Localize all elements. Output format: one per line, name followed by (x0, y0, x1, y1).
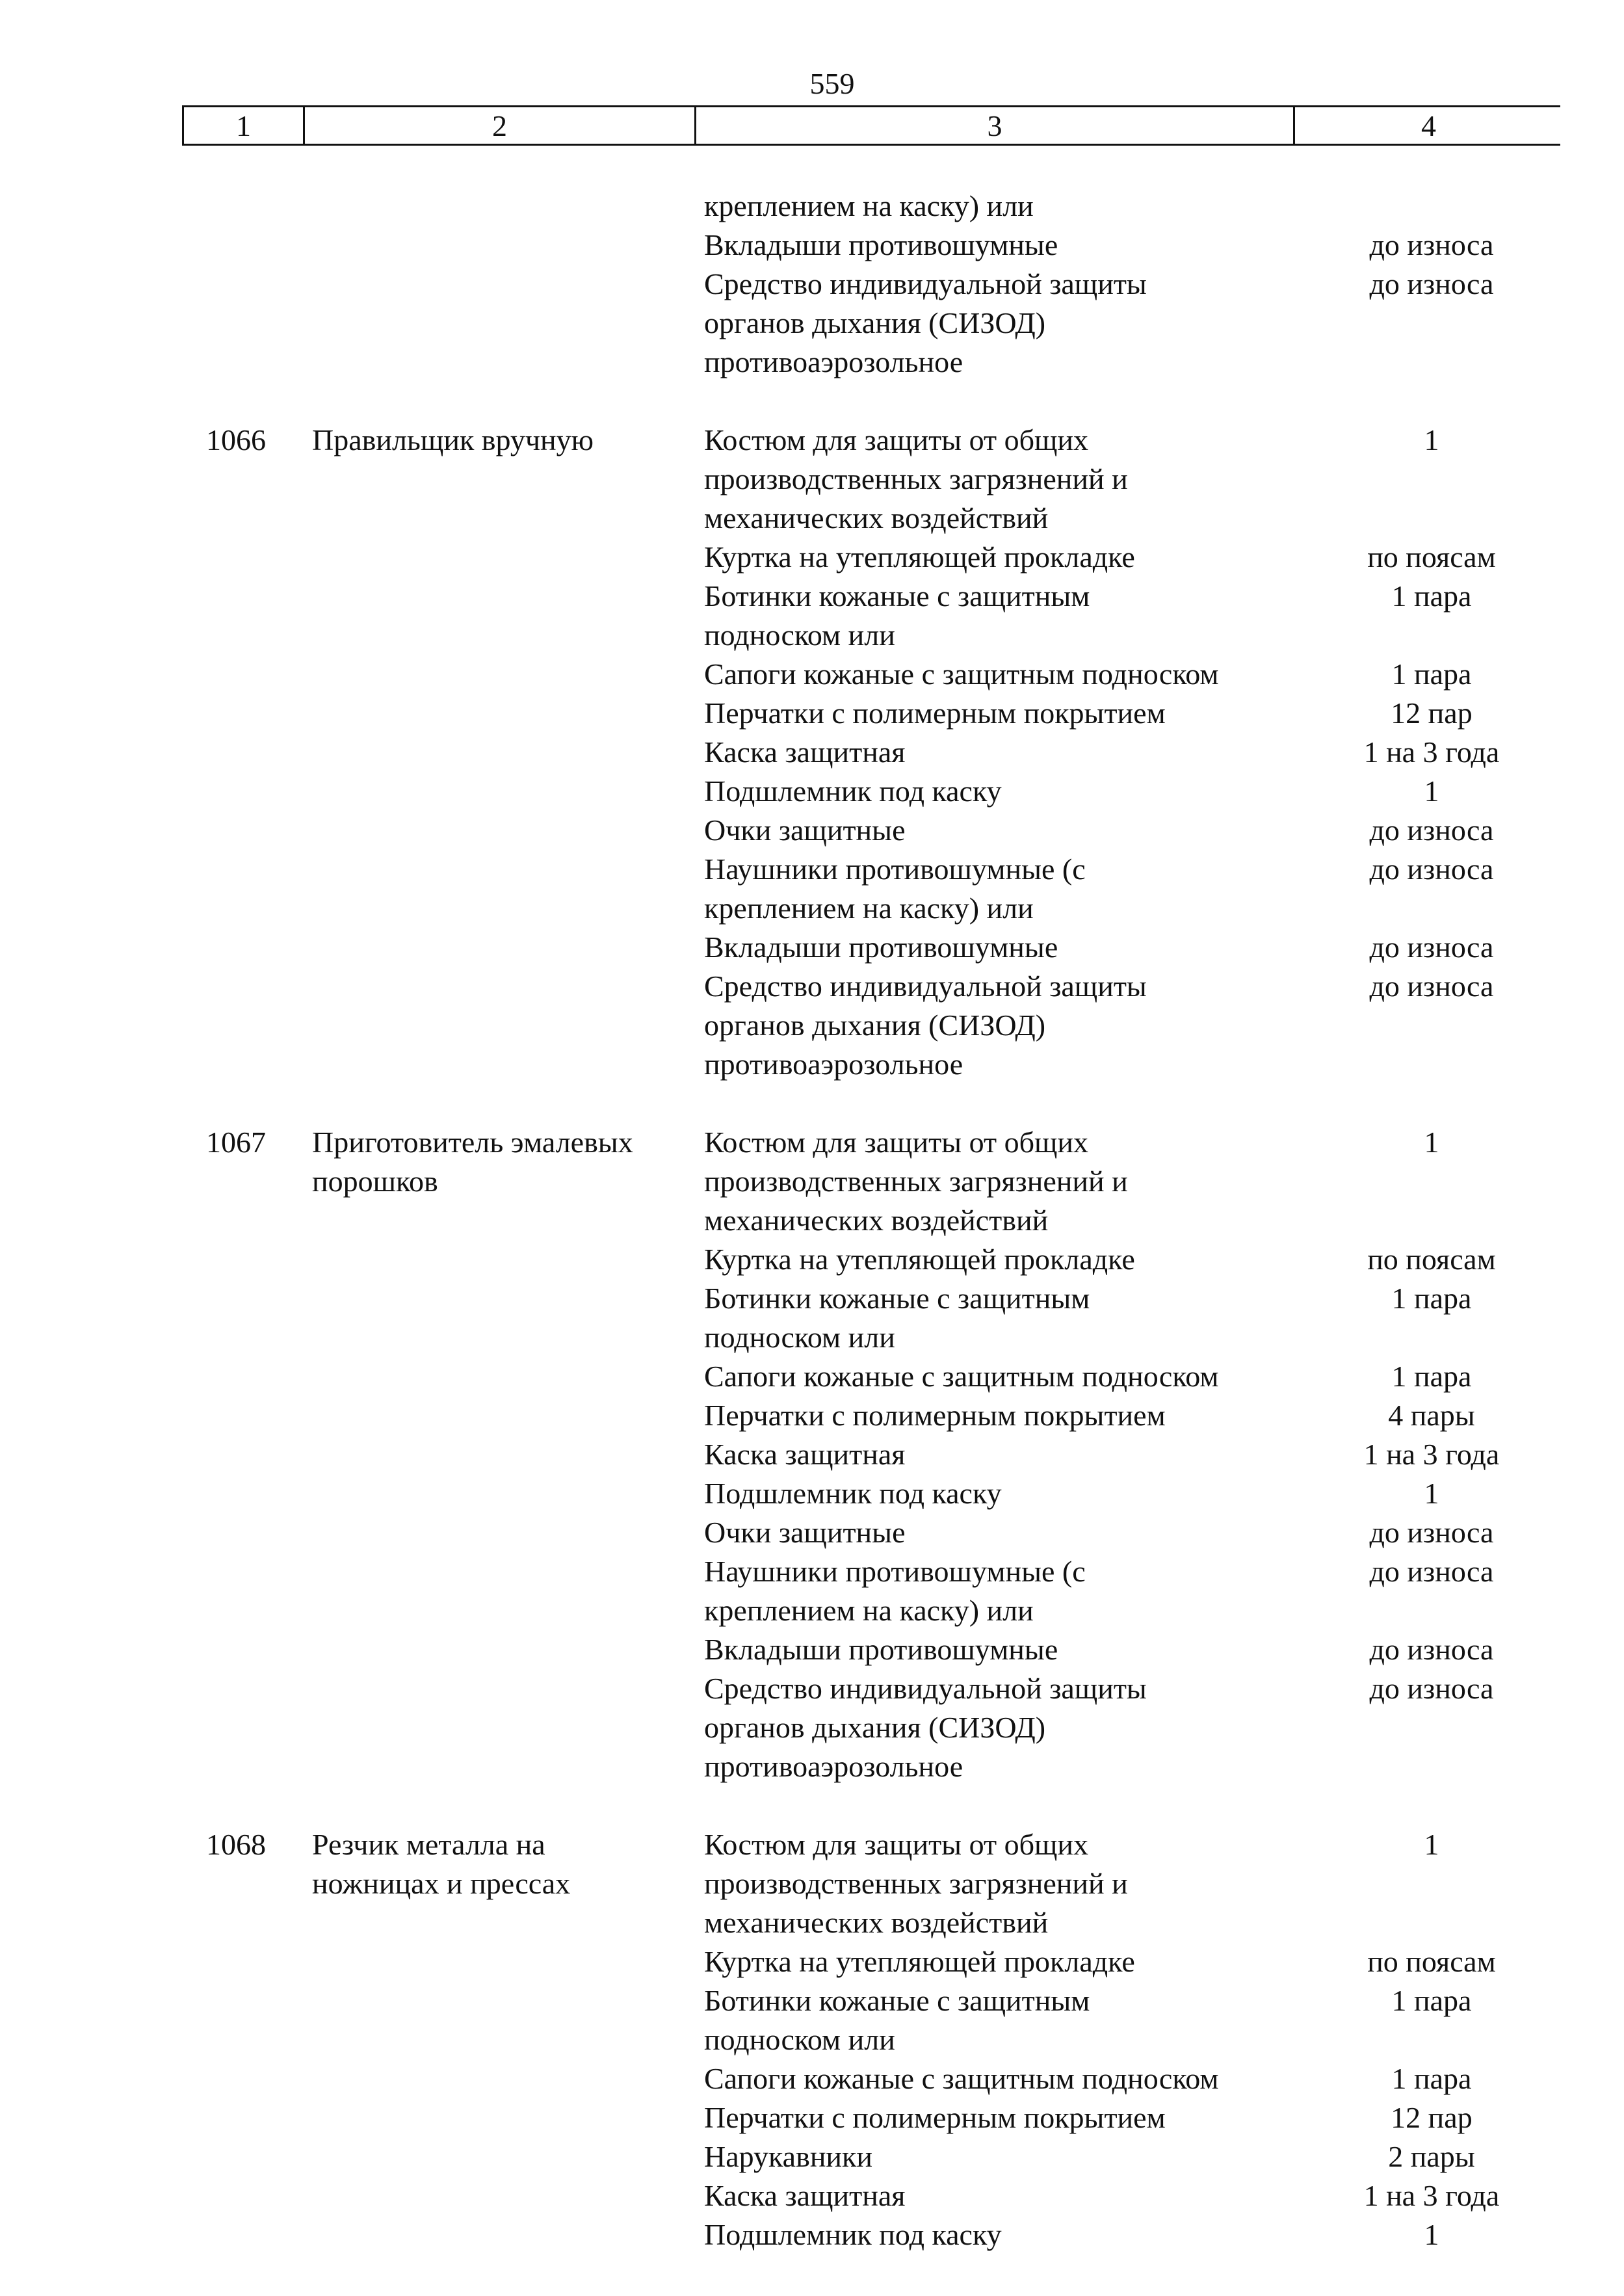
table-row (182, 1123, 1560, 1786)
header-col-4: 4 (1293, 107, 1562, 144)
item-name: Ботинки кожаные с защитным подноском или (704, 579, 1090, 652)
item-quantity: до износа (1369, 267, 1494, 300)
entry-title: Правильщик вручную (312, 423, 594, 456)
list-item (704, 850, 1560, 928)
item-quantity: 12 пар (1391, 696, 1473, 730)
item-quantity: 1 на 3 года (1363, 2179, 1500, 2212)
item-quantity: 1 на 3 года (1363, 1438, 1500, 1471)
list-item (704, 226, 1560, 265)
list-item (704, 187, 1560, 226)
item-name: Каска защитная (704, 2179, 906, 2212)
item-quantity: по поясам (1367, 540, 1496, 574)
item-name: Подшлемник под каску (704, 1477, 1002, 1510)
item-quantity: до износа (1369, 1516, 1494, 1549)
item-name: Сапоги кожаные с защитным подноском (704, 1360, 1219, 1393)
item-quantity: 1 пара (1391, 1282, 1472, 1315)
item-quantity: до износа (1369, 930, 1494, 964)
item-quantity: до износа (1369, 1555, 1494, 1588)
item-name: Вкладыши противошумные (704, 228, 1058, 261)
list-item (704, 694, 1560, 733)
item-quantity: 4 пары (1388, 1399, 1475, 1432)
item-name: Средство индивидуальной защиты органов дыхания (СИЗОД) противоаэрозольное (704, 267, 1147, 378)
item-name: Очки защитные (704, 1516, 906, 1549)
item-name: Подшлемник под каску (704, 774, 1002, 808)
item-quantity: 1 на 3 года (1363, 735, 1500, 769)
list-item (704, 967, 1560, 1084)
item-name: Костюм для защиты от общих производственных загрязнений и механических воздействий (704, 1126, 1128, 1237)
entry-title: Резчик металла на ножницах и прессах (312, 1828, 571, 1900)
item-name: Очки защитные (704, 813, 906, 847)
list-item (704, 2176, 1560, 2215)
item-quantity (1303, 187, 1560, 226)
item-quantity: до износа (1369, 813, 1494, 847)
item-quantity: 1 пара (1391, 1984, 1472, 2017)
item-quantity: 1 (1424, 774, 1439, 808)
list-item (704, 421, 1560, 538)
list-item (704, 2215, 1560, 2254)
item-quantity: 1 (1424, 1126, 1439, 1159)
list-item (704, 1123, 1560, 1240)
item-name: Куртка на утепляющей прокладке (704, 1945, 1135, 1978)
item-quantity: до износа (1369, 228, 1494, 261)
list-item (704, 1942, 1560, 1981)
entry-items (704, 1123, 1560, 1786)
list-item (704, 2137, 1560, 2176)
item-quantity: 1 (1424, 1828, 1439, 1861)
item-name: Сапоги кожаные с защитным подноском (704, 2062, 1219, 2095)
list-item (704, 1552, 1560, 1630)
list-item (704, 1279, 1560, 1357)
item-quantity: 2 пары (1388, 2140, 1475, 2173)
continuation-items (704, 187, 1560, 382)
item-quantity: 12 пар (1391, 2101, 1473, 2134)
item-quantity: 1 (1424, 2218, 1439, 2251)
list-item (704, 1513, 1560, 1552)
list-item (704, 1396, 1560, 1435)
list-item (704, 655, 1560, 694)
item-name: Куртка на утепляющей прокладке (704, 1243, 1135, 1276)
entry-number: 1068 (206, 1828, 266, 1861)
item-name: Куртка на утепляющей прокладке (704, 540, 1135, 574)
table-header (182, 105, 1560, 146)
list-item (704, 2098, 1560, 2137)
item-name: Вкладыши противошумные (704, 1633, 1058, 1666)
item-quantity: до износа (1369, 970, 1494, 1003)
entry-title: Приготовитель эмалевых порошков (312, 1126, 633, 1198)
header-col-1: 1 (236, 109, 251, 142)
header-col-3: 3 (694, 107, 1293, 144)
item-name: Каска защитная (704, 1438, 906, 1471)
item-name: Костюм для защиты от общих производственных загрязнений и механических воздействий (704, 1828, 1128, 1939)
header-col-2: 2 (303, 107, 694, 144)
list-item (704, 1981, 1560, 2059)
list-item (704, 1825, 1560, 1942)
list-item (704, 1357, 1560, 1396)
list-item (704, 1474, 1560, 1513)
item-name: Перчатки с полимерным покрытием (704, 696, 1166, 730)
item-name: Наушники противошумные (с креплением на каску) или (704, 1555, 1086, 1627)
page-number: 559 (809, 67, 855, 100)
list-item (704, 538, 1560, 577)
list-item (704, 265, 1560, 382)
item-name: Вкладыши противошумные (704, 930, 1058, 964)
continuation-entry (182, 187, 1560, 382)
entry-number: 1067 (206, 1126, 266, 1159)
item-name: Подшлемник под каску (704, 2218, 1002, 2251)
list-item (704, 1630, 1560, 1669)
item-name: Перчатки с полимерным покрытием (704, 2101, 1166, 2134)
list-item (704, 928, 1560, 967)
item-quantity: 1 пара (1391, 1360, 1472, 1393)
list-item (704, 1669, 1560, 1786)
item-quantity: по поясам (1367, 1243, 1496, 1276)
list-item (704, 2059, 1560, 2098)
item-quantity: по поясам (1367, 1945, 1496, 1978)
item-name: Перчатки с полимерным покрытием (704, 1399, 1166, 1432)
list-item (704, 811, 1560, 850)
item-quantity: до износа (1369, 1672, 1494, 1705)
item-quantity: 1 пара (1391, 579, 1472, 613)
item-name: Средство индивидуальной защиты органов дыхания (СИЗОД) противоаэрозольное (704, 970, 1147, 1081)
list-item (704, 1435, 1560, 1474)
item-quantity: до износа (1369, 1633, 1494, 1666)
list-item (704, 733, 1560, 772)
list-item (704, 772, 1560, 811)
item-quantity: 1 (1424, 423, 1439, 456)
entry-items (704, 1825, 1560, 2254)
item-name: Ботинки кожаные с защитным подноском или (704, 1282, 1090, 1354)
table-row (182, 1825, 1560, 2254)
item-name: Нарукавники (704, 2140, 873, 2173)
list-item (704, 1240, 1560, 1279)
item-quantity: 1 (1424, 1477, 1439, 1510)
item-quantity: 1 пара (1391, 657, 1472, 691)
item-name: Средство индивидуальной защиты органов дыхания (СИЗОД) противоаэрозольное (704, 1672, 1147, 1783)
item-quantity: 1 пара (1391, 2062, 1472, 2095)
item-name: Сапоги кожаные с защитным подноском (704, 657, 1219, 691)
entry-items (704, 421, 1560, 1084)
entries-list (182, 421, 1560, 2254)
list-item (704, 577, 1560, 655)
item-name: Ботинки кожаные с защитным подноском или (704, 1984, 1090, 2056)
item-name: Каска защитная (704, 735, 906, 769)
item-name: Костюм для защиты от общих производственных загрязнений и механических воздействий (704, 423, 1128, 534)
table-body (182, 187, 1560, 2293)
item-name: Наушники противошумные (с креплением на каску) или (704, 852, 1086, 925)
table-row (182, 421, 1560, 1084)
entry-number: 1066 (206, 423, 266, 456)
item-name: креплением на каску) или (704, 189, 1034, 222)
item-quantity: до износа (1369, 852, 1494, 886)
